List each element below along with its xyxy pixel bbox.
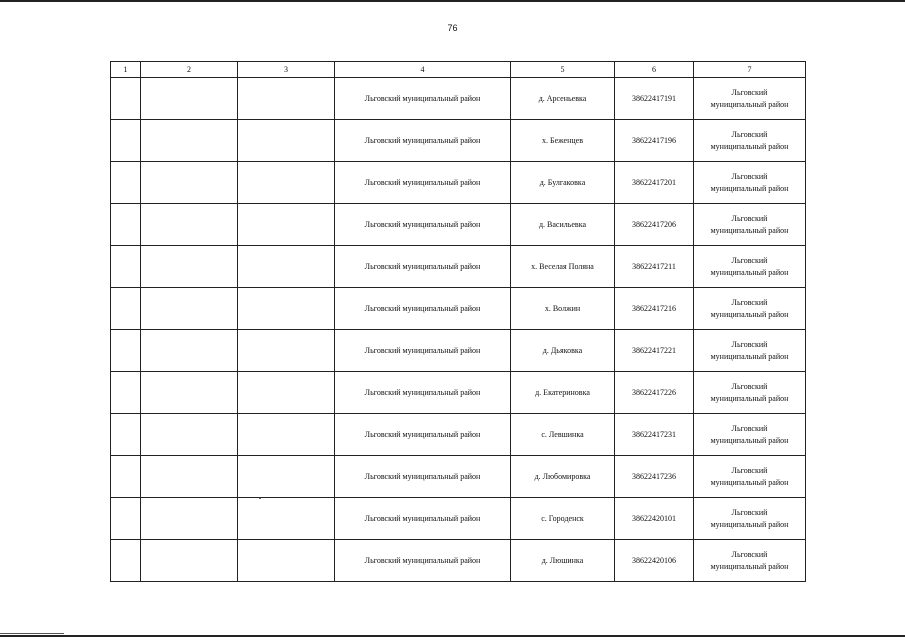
col7-line1: Льговский (731, 87, 768, 97)
col7-line2: муниципальный район (710, 225, 789, 235)
table-row (111, 204, 806, 246)
table-cell-col3 (238, 288, 335, 330)
table-cell-col2 (141, 372, 238, 414)
table-cell-col7 (694, 162, 806, 204)
table-cell-col7 (694, 288, 806, 330)
table-row (111, 288, 806, 330)
table-cell-col6: 38622417211 (615, 246, 694, 288)
col7-line2: муниципальный район (710, 561, 789, 571)
table-cell-col1 (111, 288, 141, 330)
table-row (111, 414, 806, 456)
table-cell-col4: Льговский муниципальный район (335, 540, 511, 582)
bottom-short-line (0, 633, 64, 634)
table-cell-col6: 38622420101 (615, 498, 694, 540)
table-cell-col7 (694, 330, 806, 372)
table-cell-col3 (238, 330, 335, 372)
col7-line1: Льговский (731, 381, 768, 391)
table-cell-col5: д. Булгаковка (511, 162, 615, 204)
bottom-border-line (0, 635, 905, 637)
table-cell-col4: Льговский муниципальный район (335, 78, 511, 120)
table-cell-col7 (694, 78, 806, 120)
table-cell-col4: Льговский муниципальный район (335, 414, 511, 456)
table-cell-col6: 38622417216 (615, 288, 694, 330)
col7-line1: Льговский (731, 129, 768, 139)
table-row (111, 246, 806, 288)
col7-line2: муниципальный район (710, 99, 789, 109)
table-cell-col5: д. Арсеньевка (511, 78, 615, 120)
table-cell-col3 (238, 456, 335, 498)
table-cell-col1 (111, 78, 141, 120)
table-cell-col5: х. Волжин (511, 288, 615, 330)
col7-line1: Льговский (731, 465, 768, 475)
col7-line2: муниципальный район (710, 435, 789, 445)
table-cell-col7 (694, 372, 806, 414)
table-cell-col7 (694, 498, 806, 540)
table-cell-col3 (238, 372, 335, 414)
table-cell-col1 (111, 372, 141, 414)
table-cell-col5: д. Екатериновка (511, 372, 615, 414)
col7-line1: Льговский (731, 507, 768, 517)
table-cell-col2 (141, 204, 238, 246)
table-cell-col3 (238, 414, 335, 456)
table-cell-col1 (111, 498, 141, 540)
column-header-3: 3 (238, 62, 335, 78)
table-cell-col4: Льговский муниципальный район (335, 246, 511, 288)
table-row (111, 372, 806, 414)
table-cell-col3 (238, 498, 335, 540)
table-cell-col1 (111, 414, 141, 456)
col7-line2: муниципальный район (710, 477, 789, 487)
table-cell-col5: д. Люшинка (511, 540, 615, 582)
table-cell-col4: Льговский муниципальный район (335, 288, 511, 330)
col7-line2: муниципальный район (710, 519, 789, 529)
table-cell-col2 (141, 78, 238, 120)
col7-line2: муниципальный район (710, 267, 789, 277)
table-row (111, 498, 806, 540)
table-cell-col7 (694, 414, 806, 456)
col7-line2: муниципальный район (710, 183, 789, 193)
table-cell-col6: 38622417191 (615, 78, 694, 120)
table-cell-col3 (238, 162, 335, 204)
table-cell-col3 (238, 78, 335, 120)
table-cell-col7 (694, 120, 806, 162)
table-cell-col1 (111, 246, 141, 288)
column-header-6: 6 (615, 62, 694, 78)
table-cell-col4: Льговский муниципальный район (335, 498, 511, 540)
col7-line2: муниципальный район (710, 351, 789, 361)
col7-line2: муниципальный район (710, 393, 789, 403)
table-cell-col1 (111, 162, 141, 204)
table-body (111, 62, 806, 582)
col7-line1: Льговский (731, 171, 768, 181)
table-cell-col4: Льговский муниципальный район (335, 120, 511, 162)
table-cell-col2 (141, 246, 238, 288)
table-cell-col6: 38622417231 (615, 414, 694, 456)
table-cell-col5: д. Любомировка (511, 456, 615, 498)
table-cell-col4: Льговский муниципальный район (335, 456, 511, 498)
column-header-5: 5 (511, 62, 615, 78)
table-cell-col1 (111, 540, 141, 582)
table-row (111, 330, 806, 372)
column-header-2: 2 (141, 62, 238, 78)
table-cell-col2 (141, 120, 238, 162)
table-cell-col5: х. Беженцев (511, 120, 615, 162)
table-cell-col1 (111, 330, 141, 372)
table-cell-col3 (238, 540, 335, 582)
column-header-1: 1 (111, 62, 141, 78)
table-cell-col1 (111, 204, 141, 246)
table-cell-col5: д. Дьяковка (511, 330, 615, 372)
col7-line2: муниципальный район (710, 309, 789, 319)
table-cell-col4: Льговский муниципальный район (335, 204, 511, 246)
table-cell-col6: 38622420106 (615, 540, 694, 582)
table-cell-col6: 38622417206 (615, 204, 694, 246)
table-cell-col3 (238, 120, 335, 162)
col7-line2: муниципальный район (710, 141, 789, 151)
table-row (111, 162, 806, 204)
table-cell-col6: 38622417196 (615, 120, 694, 162)
table-row (111, 456, 806, 498)
table-cell-col2 (141, 162, 238, 204)
table-row (111, 78, 806, 120)
table-cell-col3 (238, 246, 335, 288)
col7-line1: Льговский (731, 423, 768, 433)
table-cell-col2 (141, 540, 238, 582)
table-cell-col5: х. Веселая Поляна (511, 246, 615, 288)
table-row (111, 120, 806, 162)
table-cell-col6: 38622417201 (615, 162, 694, 204)
scan-speck (259, 497, 261, 499)
col7-line1: Льговский (731, 549, 768, 559)
page-number: 76 (447, 23, 458, 33)
table-cell-col3 (238, 204, 335, 246)
table-cell-col5: д. Васильевка (511, 204, 615, 246)
table-cell-col5: с. Левшинка (511, 414, 615, 456)
table-cell-col5: с. Городенск (511, 498, 615, 540)
table-cell-col2 (141, 498, 238, 540)
column-header-4: 4 (335, 62, 511, 78)
table-cell-col4: Льговский муниципальный район (335, 162, 511, 204)
col7-line1: Льговский (731, 213, 768, 223)
col7-line1: Льговский (731, 255, 768, 265)
table-cell-col6: 38622417236 (615, 456, 694, 498)
table-cell-col1 (111, 456, 141, 498)
top-border-line (0, 0, 905, 2)
table-cell-col7 (694, 204, 806, 246)
table-cell-col7 (694, 456, 806, 498)
column-header-7: 7 (694, 62, 806, 78)
table-cell-col2 (141, 330, 238, 372)
table-cell-col1 (111, 120, 141, 162)
settlements-table (110, 61, 806, 582)
table-cell-col6: 38622417221 (615, 330, 694, 372)
table-cell-col4: Льговский муниципальный район (335, 372, 511, 414)
table-cell-col4: Льговский муниципальный район (335, 330, 511, 372)
table-cell-col6: 38622417226 (615, 372, 694, 414)
col7-line1: Льговский (731, 297, 768, 307)
table-cell-col2 (141, 288, 238, 330)
table-cell-col7 (694, 540, 806, 582)
table-header-row (111, 62, 806, 78)
table-cell-col7 (694, 246, 806, 288)
table-cell-col2 (141, 414, 238, 456)
table-row (111, 540, 806, 582)
col7-line1: Льговский (731, 339, 768, 349)
table-cell-col2 (141, 456, 238, 498)
